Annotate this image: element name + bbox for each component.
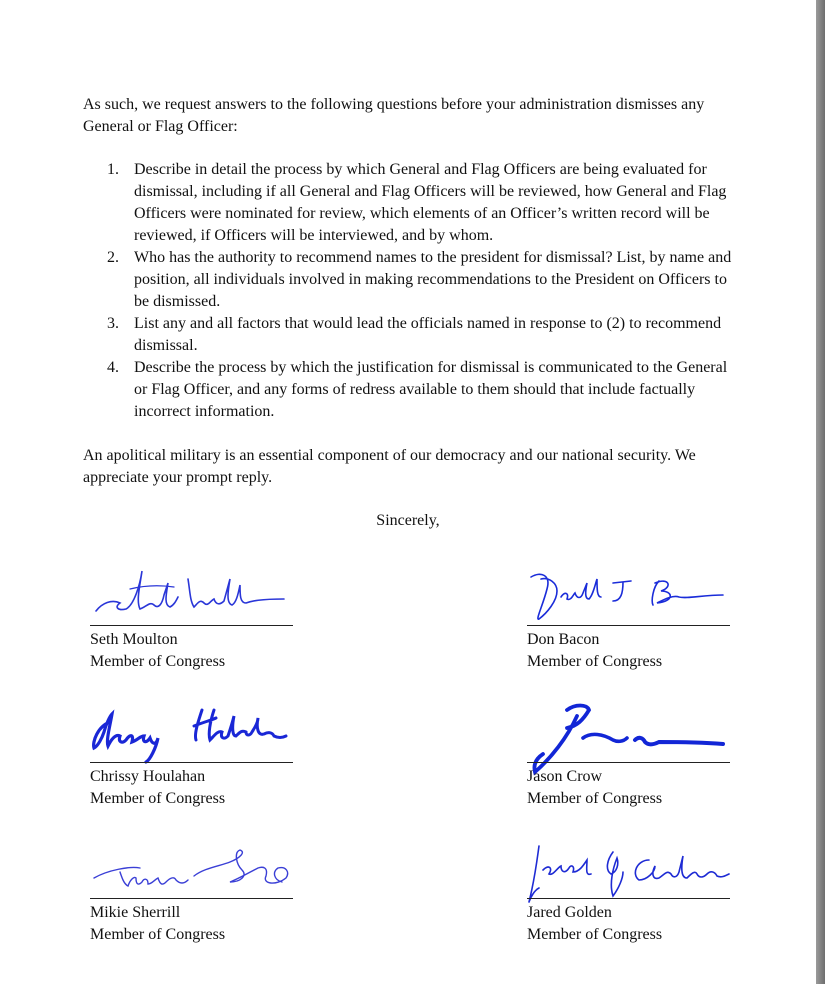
question-item [83, 159, 743, 247]
signature-image-chrissy-houlahan [90, 702, 300, 762]
signatory-title: Member of Congress [527, 790, 663, 807]
question-number: 1. [107, 161, 119, 178]
question-item [83, 313, 743, 357]
signatory-title: Member of Congress [90, 653, 226, 670]
signatory-name: Seth Moulton [90, 631, 178, 648]
question-item [83, 247, 743, 313]
closing-paragraph: An apolitical military is an essential component of our democracy and our national security. We appreciate your prompt reply. [83, 447, 696, 486]
question-text: Describe the process by which the justification for dismissal is communicated to the General or Flag Officer, and any forms of redress available to them should that include factually incorrect information. [134, 359, 728, 420]
signatory-name: Jared Golden [527, 904, 612, 921]
signatory-title: Member of Congress [90, 790, 226, 807]
signatory-title: Member of Congress [527, 653, 663, 670]
signature-image-mikie-sherrill [90, 838, 300, 898]
signatory-name: Don Bacon [527, 631, 600, 648]
question-text: Who has the authority to recommend names to the president for dismissal? List, by name and position, all individuals involved in making recommendations to the President on Officers to be dismissed. [134, 249, 732, 310]
question-text: List any and all factors that would lead the officials named in response to (2) to recommend dismissal. [134, 315, 722, 354]
signatory-title: Member of Congress [527, 926, 663, 943]
signature-line [90, 762, 293, 763]
question-text: Describe in detail the process by which General and Flag Officers are being evaluated for dismissal, including if all General and Flag Officers will be reviewed, how General and Flag Officers were nominated for review, which elements of an Officer’s written record will be reviewed, if Officers will be interviewed, and by whom. [134, 161, 727, 244]
signatory-name: Jason Crow [527, 768, 603, 785]
signature-image-jason-crow [527, 702, 737, 762]
question-number: 3. [107, 315, 119, 332]
signature-line [527, 625, 730, 626]
sign-off: Sincerely, [376, 512, 440, 529]
signatory-title: Member of Congress [90, 926, 226, 943]
signature-line [90, 898, 293, 899]
signature-image-seth-moulton [90, 565, 300, 625]
signature-image-don-bacon [527, 565, 737, 625]
questions-list [83, 159, 743, 423]
signatory-name: Chrissy Houlahan [90, 768, 206, 785]
intro-paragraph: As such, we request answers to the following questions before your administration dismisses any General or Flag Officer: [83, 96, 705, 135]
signature-image-jared-golden [527, 838, 737, 898]
question-item [83, 357, 743, 423]
page-edge [816, 0, 825, 984]
signatory-name: Mikie Sherrill [90, 904, 181, 921]
question-number: 4. [107, 359, 119, 376]
signature-line [90, 625, 293, 626]
signature-line [527, 762, 730, 763]
signature-line [527, 898, 730, 899]
question-number: 2. [107, 249, 119, 266]
